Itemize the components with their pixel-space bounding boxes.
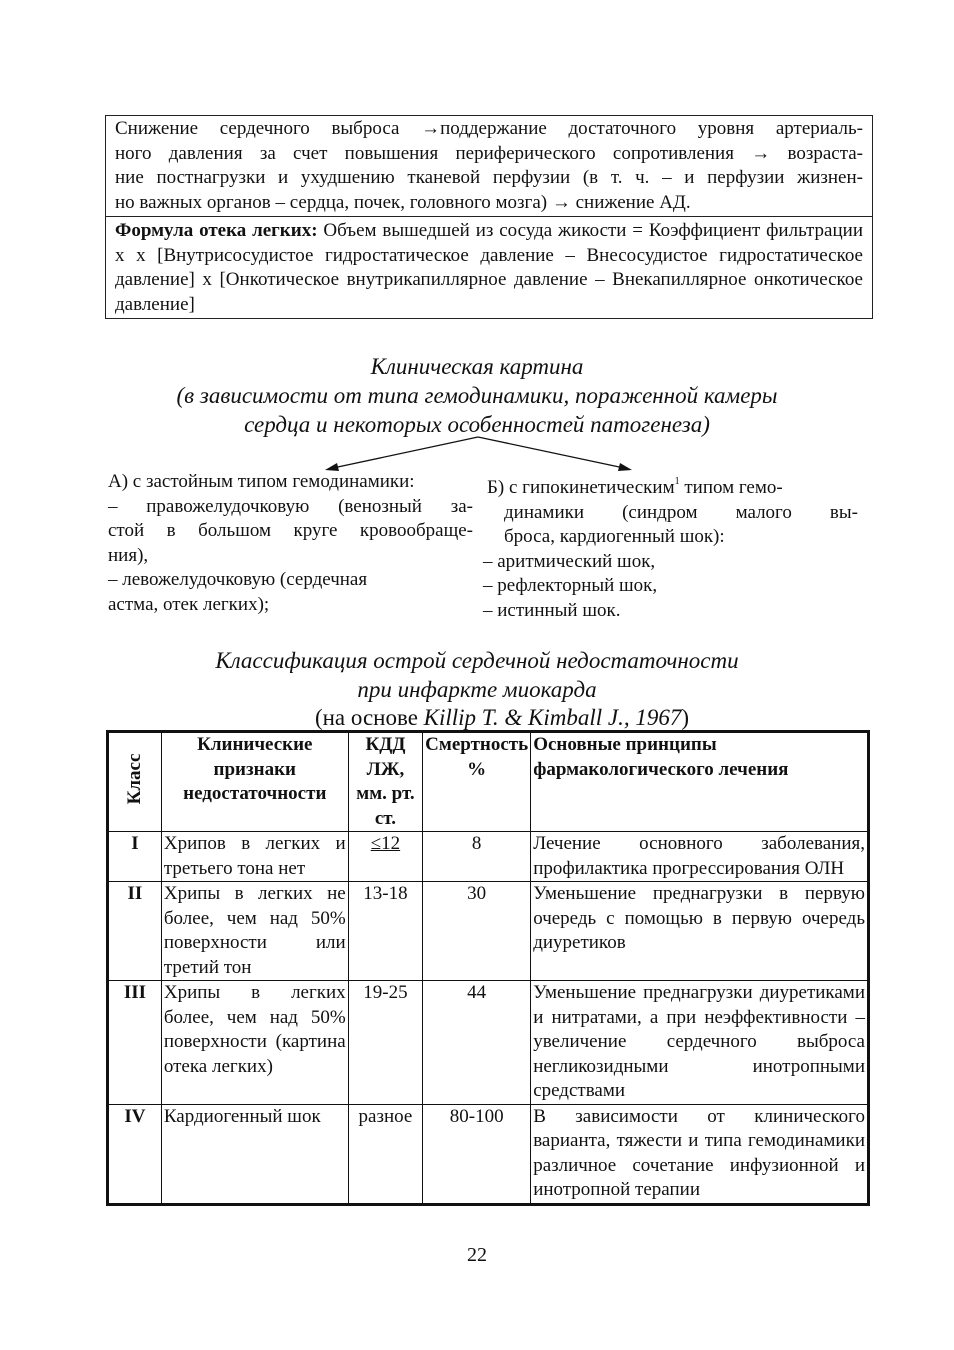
column-line: стой в большом круге кровообраще- [108, 520, 473, 541]
class-cell: IV [108, 1104, 162, 1204]
heading-line: сердца и некоторых особенностей патогенеза) [244, 412, 710, 437]
page-number: 22 [467, 1244, 487, 1266]
header-signs: Клинические признаки недостаточности [161, 732, 348, 832]
footnote-marker: 1 [674, 476, 680, 487]
class-cell: III [108, 981, 162, 1105]
source-citation: Killip T. & Kimball J., 1967 [423, 705, 682, 730]
formula-text: Объем вышедшей из сосуда жикости = Коэффициент фильтрации х х [Внутрисосудистое гидростатическое давление – Внесосудистое гидростатическое давление] х [Онкотическое внутрикапиллярное давление – Внекапиллярное онкотическое давление] [115, 220, 863, 315]
paragraph-line: ние постнагрузки и ухудшению тканевой перфузии (в т. ч. – и перфузии жизнен- [115, 167, 863, 188]
kdd-value: ≤12 [370, 833, 401, 854]
treatment-cell: Уменьшение преднагрузки диуретиками и нитратами, а при неэффективности – увеличение сердечного выброса негликозидными инотропными средствами [531, 981, 869, 1105]
arrow-left [333, 437, 478, 468]
paragraph-line: но важных органов – сердца, почек, головного мозга) → снижение АД. [115, 191, 691, 213]
source-suffix: ) [681, 705, 690, 730]
heading-line: Клиническая картина [370, 354, 584, 379]
mortality-cell: 8 [423, 832, 531, 882]
heading-line: (в зависимости от типа гемодинамики, пораженной камеры [176, 383, 778, 408]
mortality-cell: 30 [423, 882, 531, 981]
table-header-row [108, 732, 869, 832]
mortality-cell: 44 [423, 981, 531, 1105]
column-line: – истинный шок. [483, 599, 621, 621]
treatment-cell: В зависимости от клинического варианта, тяжести и типа гемодинамики различное сочетание инфузионной и инотропной терапии [531, 1104, 869, 1204]
header-class-label: Класс [123, 753, 145, 805]
heading-line: Классификация острой сердечной недостаточности [215, 648, 739, 673]
class-cell: II [108, 882, 162, 981]
column-line: – рефлекторный шок, [483, 575, 658, 596]
treatment-cell: Лечение основного заболевания, профилактика прогрессирования ОЛН [531, 832, 869, 882]
formula-label: Формула отека легких: [115, 220, 318, 241]
killip-classification-table [106, 730, 870, 1206]
table-row [108, 882, 869, 981]
column-line: ния), [108, 544, 149, 566]
column-line: – левожелудочковую (сердечная [108, 569, 368, 590]
column-line [483, 470, 858, 501]
column-line: – аритмический шок, [483, 550, 656, 572]
kdd-cell [348, 832, 422, 882]
signs-cell: Кардиогенный шок [161, 1104, 348, 1204]
treatment-cell: Уменьшение преднагрузки в первую очередь с помощью в первую очередь диуретиков [531, 882, 869, 981]
mortality-cell: 80-100 [423, 1104, 531, 1204]
header-treatment: Основные принципы фармакологического лечения [531, 732, 869, 832]
signs-cell: Хрипы в легких более, чем над 50% поверхности (картина отека легких) [161, 981, 348, 1105]
column-line: – правожелудочковую (венозный за- [108, 495, 473, 517]
source-prefix: (на основе [314, 705, 424, 730]
column-line: динамики (синдром малого вы- [504, 501, 858, 523]
table-row [108, 981, 869, 1105]
classification-heading [0, 646, 954, 704]
table-row [108, 832, 869, 882]
heading-line: при инфаркте миокарда [357, 677, 597, 702]
kdd-cell: 13-18 [348, 882, 422, 981]
column-line: А) с застойным типом гемодинамики: [108, 471, 415, 492]
kdd-cell: 19-25 [348, 981, 422, 1105]
signs-cell: Хрипы в легких не более, чем над 50% поверхности или третий тон [161, 882, 348, 981]
column-line: броса, кардиогенный шок): [504, 526, 725, 547]
table-row [108, 1104, 869, 1204]
congestive-type-column [108, 470, 473, 617]
paragraph-line: Снижение сердечного выброса →поддержание достаточного уровня артериаль- [115, 118, 863, 139]
signs-cell: Хрипов в легких и третьего тона нет [161, 832, 348, 882]
paragraph-line: ного давления за счет повышения периферического сопротивления → возраста- [115, 142, 863, 164]
column-text: типом гемо- [679, 477, 783, 498]
kdd-cell: разное [348, 1104, 422, 1204]
hypokinetic-type-column [483, 470, 858, 623]
header-kdd: КДД ЛЖ, мм. рт. ст. [348, 732, 422, 832]
header-class [108, 732, 162, 832]
arrow-right [478, 437, 624, 468]
header-mortality: Смертность % [423, 732, 531, 832]
class-cell: I [108, 832, 162, 882]
column-text: Б) с гипокинетическим [487, 477, 675, 498]
classification-source [0, 703, 954, 732]
column-line: астма, отек легких); [108, 593, 270, 615]
